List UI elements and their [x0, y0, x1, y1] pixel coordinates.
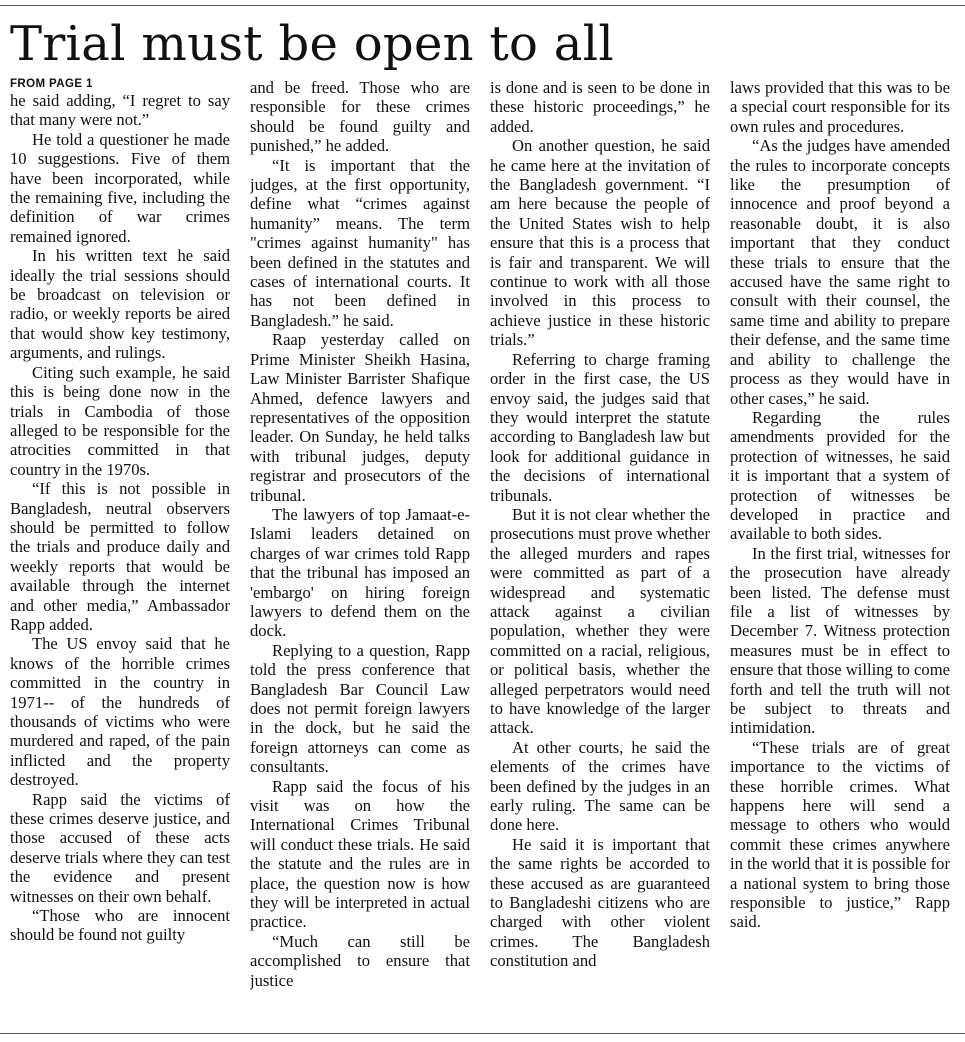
- paragraph: “Those who are innocent should be found not guilty: [10, 906, 230, 945]
- paragraph: On another question, he said he came here at the invitation of the Bangladesh government. “I am here because the people of the United States wish to help ensure that this is a process that is fair and transparent. We will continue to work with all those involved in this process to achieve justice in these historic trials.”: [490, 136, 710, 350]
- paragraph: laws provided that this was to be a special court responsible for its own rules and procedures.: [730, 78, 950, 136]
- paragraph: “These trials are of great importance to the victims of these horrible crimes. What happens here will send a message to others who would commit these crimes anywhere in the world that it is possible for a national system to bring those responsible to justice,” Rapp said.: [730, 737, 950, 932]
- paragraph: “If this is not possible in Bangladesh, neutral observers should be permitted to follow the trials and produce daily and weekly reports that would be available through the internet and other media,” Ambassador Rapp added.: [10, 479, 230, 634]
- paragraph: Replying to a question, Rapp told the press conference that Bangladesh Bar Council Law does not permit foreign lawyers in the dock, but he said the foreign attorneys can come as consultants.: [250, 640, 470, 777]
- paragraph: In his written text he said ideally the trial sessions should be broadcast on television or radio, or weekly reports be aired that would show key testimony, arguments, and rulings.: [10, 246, 230, 363]
- paragraph: Rapp said the victims of these crimes deserve justice, and those accused of these acts deserve trials where they can test the evidence and present witnesses on their own behalf.: [10, 789, 230, 906]
- paragraph: At other courts, he said the elements of the crimes have been defined by the judges in an early ruling. The same can be done here.: [490, 737, 710, 835]
- article-column-4: [730, 78, 950, 1028]
- paragraph: Referring to charge framing order in the first case, the US envoy said, the judges said that they would interpret the statute according to Bangladesh law but look for additional guidance in the decisions of international tribunals.: [490, 349, 710, 505]
- paragraph: The US envoy said that he knows of the horrible crimes committed in the country in 1971-- of the hundreds of thousands of victims who were murdered and raped, of the pain inflicted and the property destroyed.: [10, 634, 230, 790]
- paragraph: He said it is important that the same rights be accorded to these accused as are guaranteed to Bangladeshi citizens who are charged with other violent crimes. The Bangladesh constitution and: [490, 834, 710, 971]
- top-rule: [0, 5, 965, 6]
- continuation-kicker: FROM PAGE 1: [10, 78, 93, 90]
- paragraph: “As the judges have amended the rules to incorporate concepts like the presumption of innocence and proof beyond a reasonable doubt, it is also important that they conduct these trials to ensure that the accused have the same right to consult with their counsel, the same time and ability to prepare their defense, and the same time and ability to challenge the process as they would have in other cases,” he said.: [730, 136, 950, 408]
- paragraph: he said adding, “I regret to say that many were not.”: [10, 91, 230, 130]
- bottom-rule: [0, 1033, 965, 1034]
- paragraph: Regarding the rules amendments provided for the protection of witnesses, he said it is important that a system of protection of witnesses be developed in practice and available to both sides.: [730, 407, 950, 544]
- paragraph: Citing such example, he said this is being done now in the trials in Cambodia of those alleged to be responsible for the atrocities committed in that country in the 1970s.: [10, 362, 230, 479]
- article-column-2: [250, 78, 470, 1028]
- paragraph: Raap yesterday called on Prime Minister Sheikh Hasina, Law Minister Barrister Shafique Ahmed, defence lawyers and representatives of the opposition leader. On Sunday, he held talks with tribunal judges, deputy registrar and prosecutors of the tribunal.: [250, 330, 470, 505]
- paragraph: But it is not clear whether the prosecutions must prove whether the alleged murders and rapes were committed as part of a widespread and systematic attack against a civilian population, whether they were committed on a racial, religious, or political basis, whether the alleged perpetrators would need to have knowledge of the larger attack.: [490, 504, 710, 738]
- paragraph: Rapp said the focus of his visit was on how the International Crimes Tribunal will conduct these trials. He said the statute and the rules are in place, the question now is how they will be interpreted in actual practice.: [250, 776, 470, 932]
- paragraph: In the first trial, witnesses for the prosecution have already been listed. The defense must file a list of witnesses by December 7. Witness protection measures must be in effect to ensure that those willing to come forth and tell the truth will not be subject to threats and intimidation.: [730, 543, 950, 738]
- article-column-1: [10, 78, 230, 1028]
- paragraph: He told a questioner he made 10 suggestions. Five of them have been incorporated, while the remaining five, including the definition of war crimes remained ignored.: [10, 129, 230, 246]
- article-column-3: [490, 78, 710, 1028]
- paragraph: The lawyers of top Jamaat-e-Islami leaders detained on charges of war crimes told Rapp that the tribunal has imposed an 'embargo' on hiring foreign lawyers to defend them on the dock.: [250, 504, 470, 641]
- headline: Trial must be open to all: [10, 16, 615, 72]
- paragraph: “Much can still be accomplished to ensure that justice: [250, 931, 470, 990]
- paragraph: and be freed. Those who are responsible for these crimes should be found guilty and punished,” he added.: [250, 78, 470, 156]
- paragraph: “It is important that the judges, at the first opportunity, define what “crimes against humanity” means. The term "crimes against humanity" has been defined in the statutes and cases of international courts. It has not been defined in Bangladesh.” he said.: [250, 155, 470, 330]
- paragraph: is done and is seen to be done in these historic proceedings,” he added.: [490, 78, 710, 136]
